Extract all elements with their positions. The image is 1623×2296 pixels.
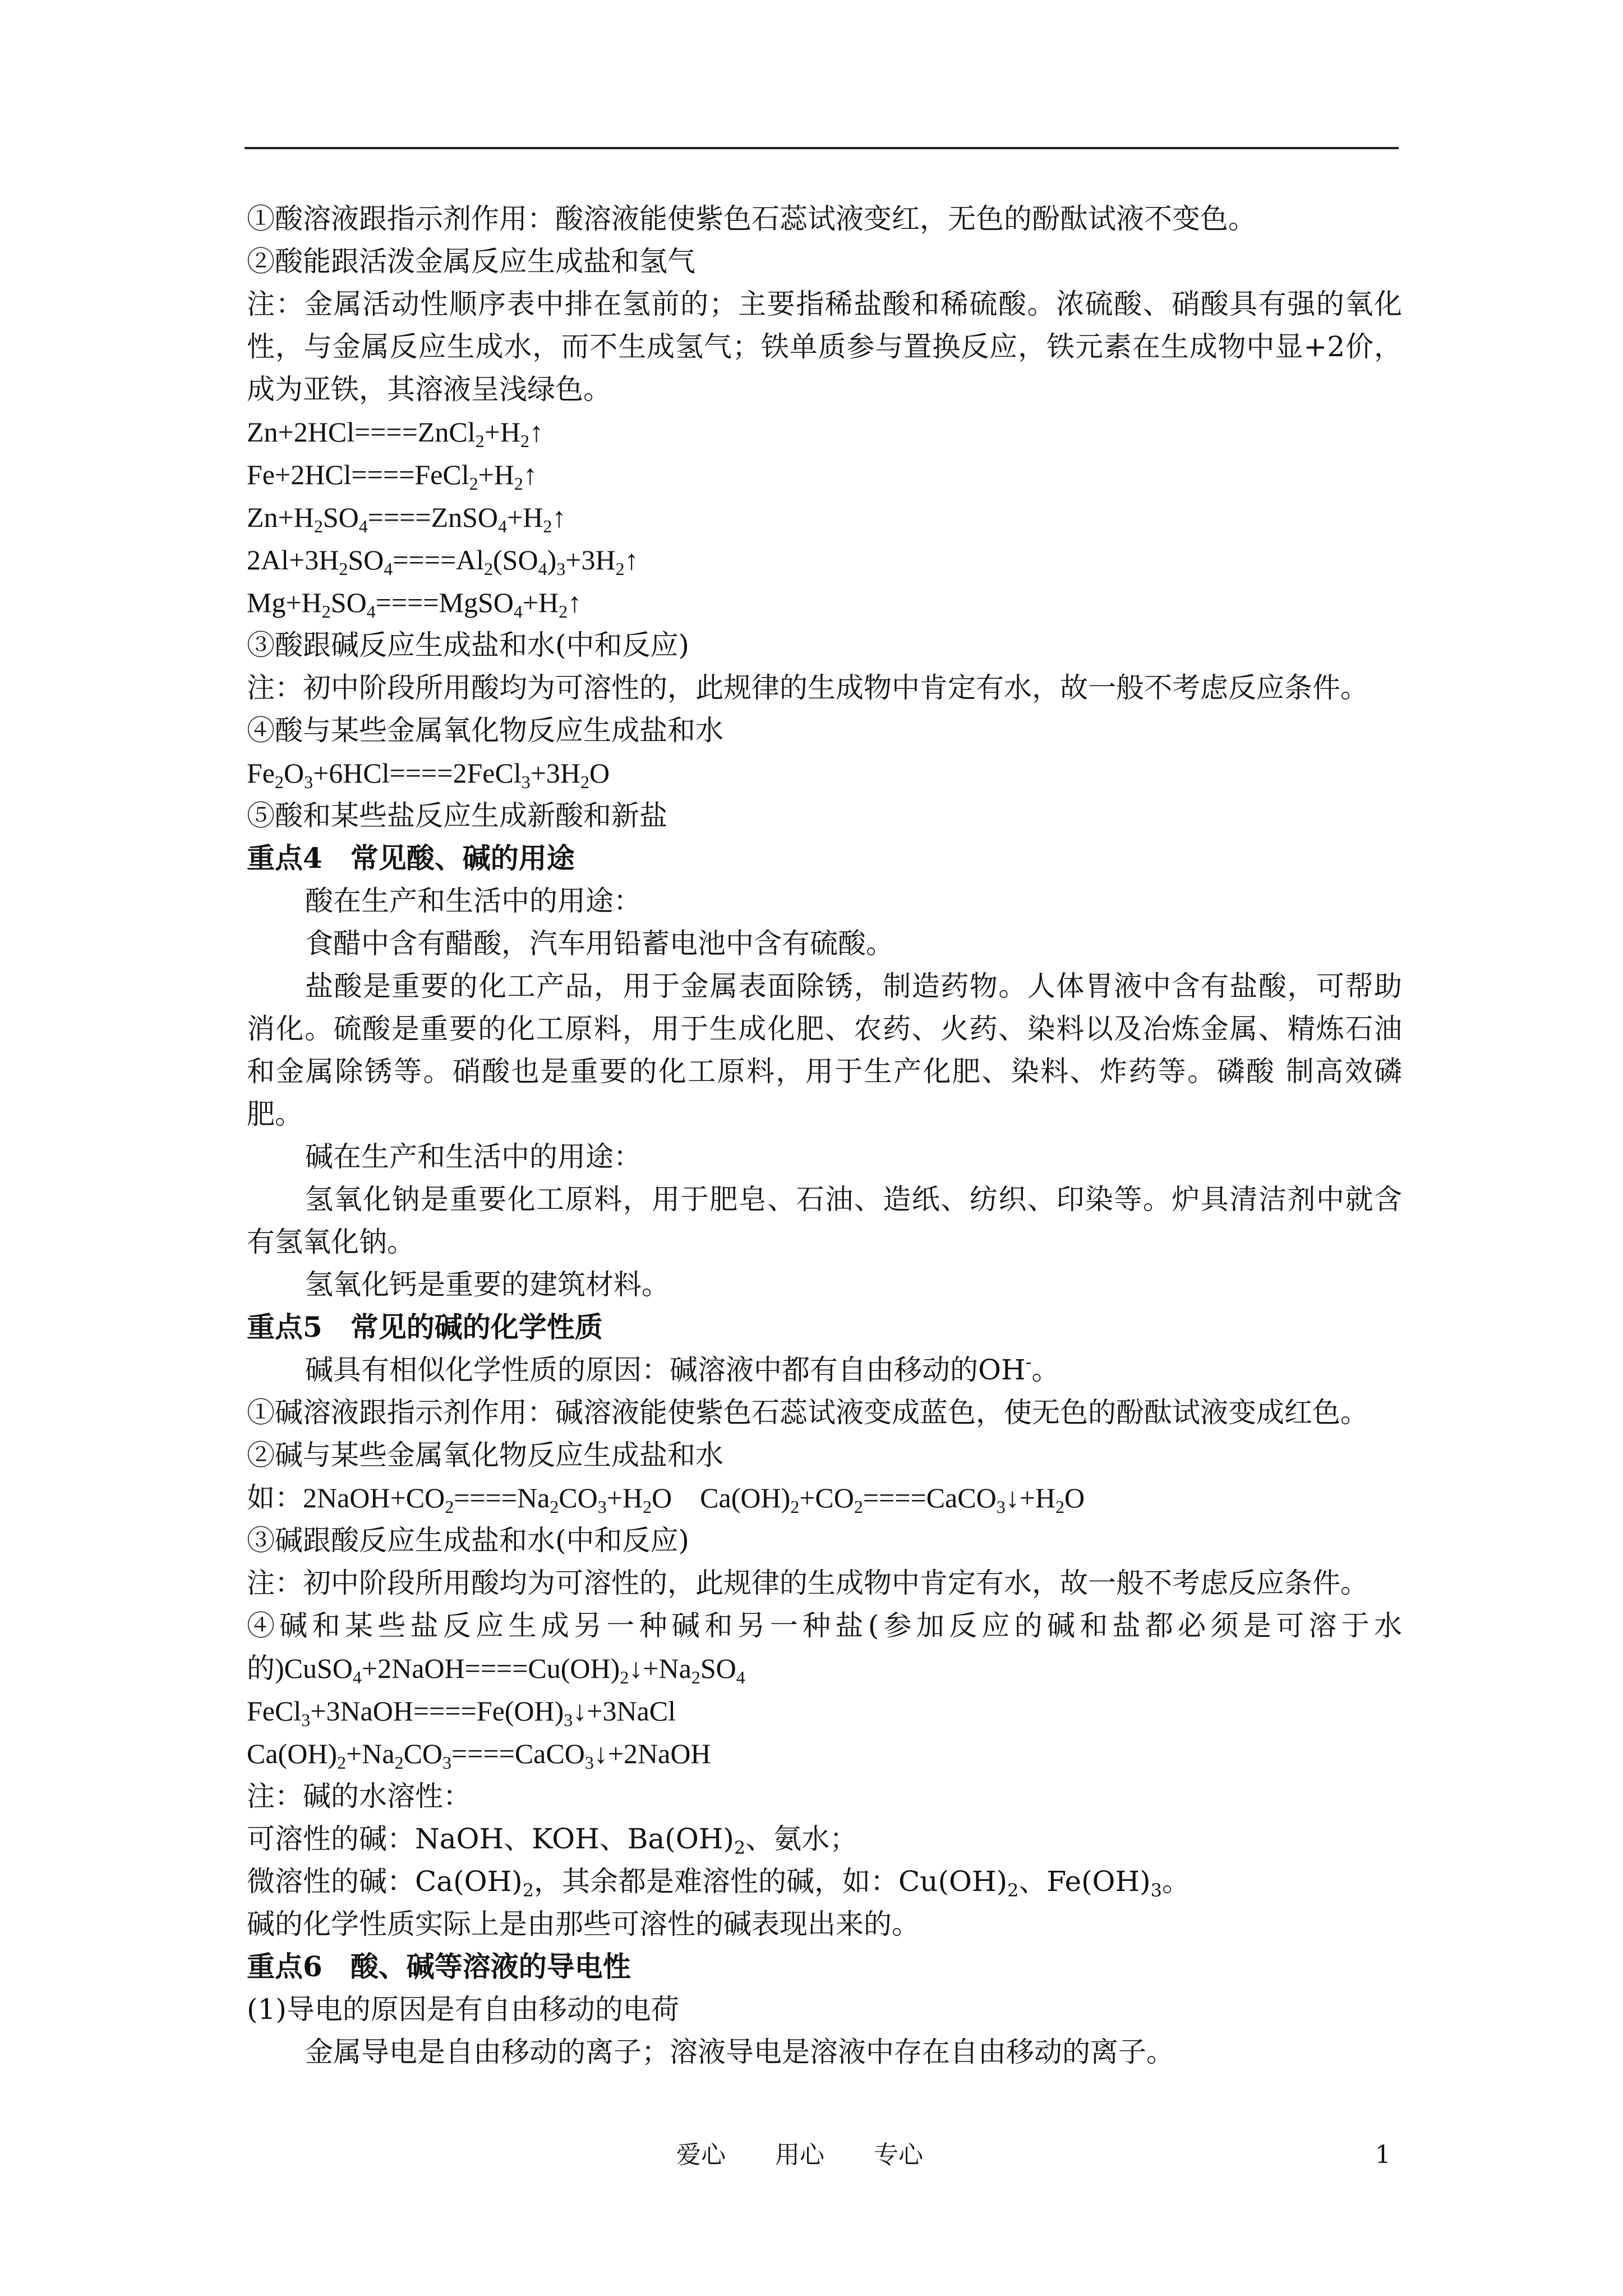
paragraph-line: 氢氧化钠是重要化工原料，用于肥皂、石油、造纸、纺织、印染等。炉具清洁剂中就含 bbox=[305, 1183, 1402, 1216]
paragraph-line: 和金属除锈等。硝酸也是重要的化工原料，用于生产化肥、染料、炸药等。磷酸 制高效磷 bbox=[247, 1055, 1402, 1088]
paragraph-line: 碱在生产和生活中的用途： bbox=[305, 1140, 642, 1173]
text-line: 碱的化学性质实际上是由那些可溶性的碱表现出来的。 bbox=[247, 1908, 920, 1940]
text-line: 成为亚铁，其溶液呈浅绿色。 bbox=[247, 373, 611, 406]
equation-line: $Fe_2O_3+6HCl====2FeCl_3+3H_2O$ bbox=[247, 757, 610, 792]
equation-line: $Zn+2HCl====ZnCl_2+H_2↑$ bbox=[247, 416, 543, 451]
equation-line: $Fe+2HCl====FeCl_2+H_2↑$ bbox=[247, 459, 537, 494]
page-number: 1 bbox=[1375, 2141, 1391, 2169]
section-heading: 重点4 常见酸、碱的用途 bbox=[247, 841, 575, 875]
equation-line: $FeCl_3+3NaOH====Fe(OH)_3↓+3NaCl$ bbox=[247, 1695, 676, 1730]
footer-motto: 爱心 用心 专心 bbox=[676, 2141, 923, 2169]
paragraph-line: 氢氧化钙是重要的建筑材料。 bbox=[305, 1268, 670, 1301]
text-line: ①碱溶液跟指示剂作用：碱溶液能使紫色石蕊试液变成蓝色，使无色的酚酞试液变成红色。 bbox=[247, 1396, 1368, 1429]
text-line: 微溶性的碱：$Ca(OH)_2$，其余都是难溶性的碱，如：$Cu(OH)_2$、$Fe(OH)_3$。 bbox=[247, 1865, 1190, 1901]
paragraph-line: 消化。硫酸是重要的化工原料，用于生成化肥、农药、火药、染料以及冶炼金属、精炼石油 bbox=[247, 1013, 1402, 1045]
section-heading: 重点5 常见的碱的化学性质 bbox=[247, 1310, 603, 1343]
paragraph-line: 碱具有相似化学性质的原因：碱溶液中都有自由移动的OH-。 bbox=[305, 1351, 1060, 1386]
text-line: ③酸跟碱反应生成盐和水(中和反应) bbox=[247, 629, 690, 661]
equation-line: $2Al+3H_2SO_4====Al_2(SO_4)_3+3H_2↑$ bbox=[247, 544, 639, 579]
text-line: (1)导电的原因是有自由移动的电荷 bbox=[247, 1993, 679, 2026]
paragraph-line: 注：金属活动性顺序表中排在氢前的；主要指稀盐酸和稀硫酸。浓硫酸、硝酸具有强的氧化 bbox=[247, 288, 1402, 320]
paragraph-line: 性，与金属反应生成水，而不生成氢气；铁单质参与置换反应，铁元素在生成物中显+2价， bbox=[247, 330, 1402, 363]
text-line: ①酸溶液跟指示剂作用：酸溶液能使紫色石蕊试液变红，无色的酚酞试液不变色。 bbox=[247, 203, 1256, 235]
text-line: ④酸与某些金属氧化物反应生成盐和水 bbox=[247, 714, 723, 747]
document-body bbox=[247, 197, 1402, 2073]
equation-line: $Mg+H_2SO_4====MgSO_4+H_2↑$ bbox=[247, 587, 582, 622]
paragraph-line: 金属导电是自由移动的离子；溶液导电是溶液中存在自由移动的离子。 bbox=[305, 2036, 1174, 2068]
text-line: ②碱与某些金属氧化物反应生成盐和水 bbox=[247, 1439, 723, 1471]
paragraph-line: 食醋中含有醋酸，汽车用铅蓄电池中含有硫酸。 bbox=[305, 927, 894, 960]
paragraph-line: ④碱和某些盐反应生成另一种碱和另一种盐(参加反应的碱和盐都必须是可溶于水 bbox=[247, 1609, 1402, 1642]
text-line: ③碱跟酸反应生成盐和水(中和反应) bbox=[247, 1524, 690, 1557]
text-line: 注：初中阶段所用酸均为可溶性的，此规律的生成物中肯定有水，故一般不考虑反应条件。 bbox=[247, 1567, 1368, 1599]
paragraph-line: 盐酸是重要的化工产品，用于金属表面除锈，制造药物。人体胃液中含有盐酸，可帮助 bbox=[305, 970, 1402, 1002]
text-line: ⑤酸和某些盐反应生成新酸和新盐 bbox=[247, 799, 667, 832]
section-heading: 重点6 酸、碱等溶液的导电性 bbox=[247, 1950, 631, 1983]
text-line: 可溶性的碱：NaOH、KOH、$Ba(OH)_2$、氨水； bbox=[247, 1823, 858, 1858]
text-line: ②酸能跟活泼金属反应生成盐和氢气 bbox=[247, 245, 695, 278]
equation-line: $Ca(OH)_2+Na_2CO_3====CaCO_3↓+2NaOH$ bbox=[247, 1738, 711, 1773]
header-rule bbox=[245, 147, 1399, 149]
text-line: 注：初中阶段所用酸均为可溶性的，此规律的生成物中肯定有水，故一般不考虑反应条件。 bbox=[247, 671, 1368, 704]
text-line: 注：碱的水溶性： bbox=[247, 1780, 471, 1812]
equation-line: 如：$2NaOH+CO_2====Na_2CO_3+H_2O$ $Ca(OH)_2+CO_2====CaCO_3↓+H_2O$ bbox=[247, 1482, 1085, 1517]
text-line: 肥。 bbox=[247, 1098, 303, 1130]
equation-line: 的)$CuSO_4+2NaOH====Cu(OH)_2↓+Na_2SO_4$ bbox=[247, 1653, 745, 1687]
equation-line: $Zn+H_2SO_4====ZnSO_4+H_2↑$ bbox=[247, 501, 566, 536]
text-line: 有氢氧化钠。 bbox=[247, 1226, 415, 1258]
paragraph-line: 酸在生产和生活中的用途： bbox=[305, 885, 642, 917]
